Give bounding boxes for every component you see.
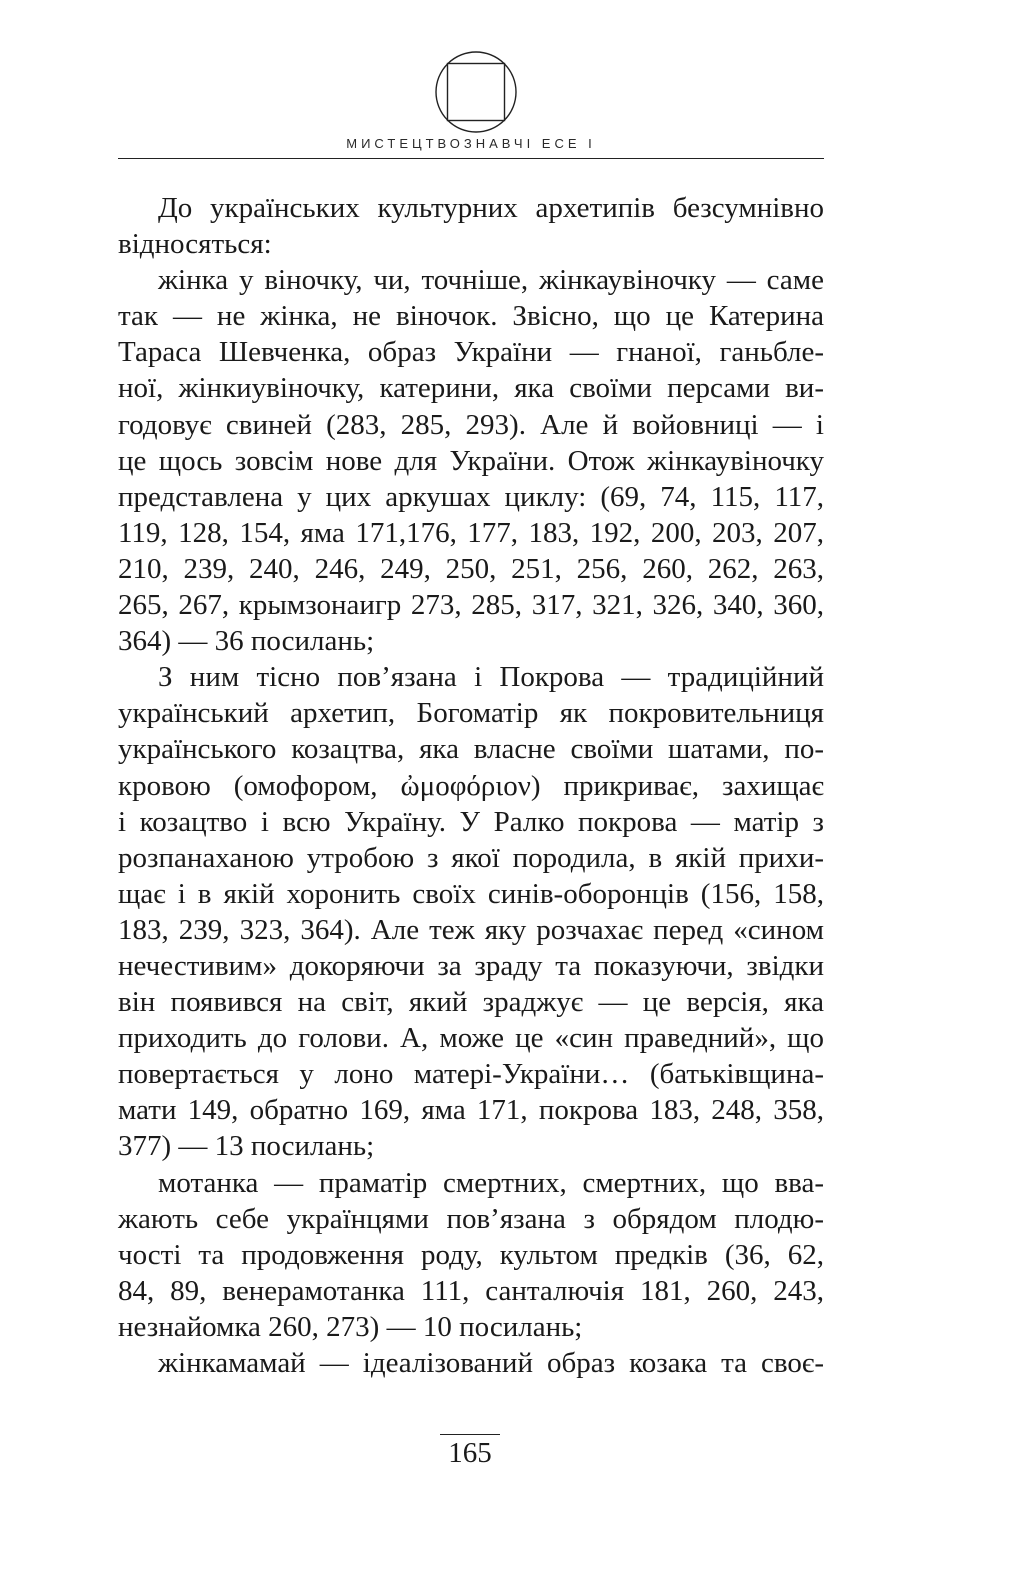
text-line: незнайомка 260, 273) — 10 посилань; bbox=[118, 1310, 583, 1343]
text-line: 265, 267, крымзонаигр 273, 285, 317, 321, 326, 340, 360, bbox=[118, 589, 824, 622]
text-line: жають себе українцями пов’язана з обрядом плодю- bbox=[118, 1202, 824, 1235]
text-line: 210, 239, 240, 246, 249, 250, 251, 256, 260, 262, 263, bbox=[118, 552, 824, 585]
text-line: 183, 239, 323, 364). Але теж яку розчахає перед «сином bbox=[118, 913, 824, 946]
text-line: ної, жінкиувіночку, катерини, яка своїми персами ви- bbox=[118, 372, 824, 405]
text-line: він появився на світ, який зраджує — це версія, яка bbox=[118, 986, 824, 1019]
page-number: 165 bbox=[440, 1434, 500, 1471]
body-text bbox=[118, 190, 824, 1381]
text-line: український архетип, Богоматір як покровительниця bbox=[118, 697, 824, 730]
text-line: До українських культурних архетипів безсумнівно bbox=[158, 192, 824, 224]
text-line: 119, 128, 154, яма 171,176, 177, 183, 192, 200, 203, 207, bbox=[118, 516, 824, 549]
text-line: мати 149, обратно 169, яма 171, покрова 183, 248, 358, bbox=[118, 1094, 824, 1127]
text-line: щає і в якій хоронить своїх синів-оборонців (156, 158, bbox=[118, 877, 824, 910]
circle-square-logo bbox=[434, 50, 518, 134]
text-line: так — не жінка, не віночок. Звісно, що це Катерина bbox=[118, 300, 824, 333]
running-head: МИСТЕЦТВОЗНАВЧІ ЕСЕ І bbox=[346, 136, 596, 151]
text-line: чості та продовження роду, культом предків (36, 62, bbox=[118, 1238, 824, 1271]
text-line: відносяться: bbox=[118, 228, 272, 261]
text-line: 84, 89, венерамотанка 111, санталючія 181, 260, 243, bbox=[118, 1274, 824, 1307]
text-line: жінка у віночку, чи, точніше, жінкаувіночку — саме bbox=[158, 264, 824, 297]
text-line: 377) — 13 посилань; bbox=[118, 1130, 375, 1163]
text-line: кровою (омофором, ὠμοφόριον) прикриває, захищає bbox=[118, 769, 824, 802]
text-line: українського козацтва, яка власне своїми шатами, по- bbox=[118, 733, 824, 766]
text-line: мотанка — праматір смертних, смертних, що вва- bbox=[158, 1166, 824, 1199]
text-line: нечестивим» докоряючи за зраду та показуючи, звідки bbox=[118, 949, 824, 982]
text-line: годовує свиней (283, 285, 293). Але й войовниці — і bbox=[118, 408, 824, 441]
text-line: це щось зовсім нове для України. Отож жінкаувіночку bbox=[118, 444, 824, 477]
text-line: і козацтво і всю Україну. У Ралко покрова — матір з bbox=[118, 805, 824, 838]
text-line: приходить до голови. А, може це «син праведний», що bbox=[118, 1022, 824, 1055]
text-line: З ним тісно пов’язана і Покрова — традиційний bbox=[158, 661, 824, 694]
text-line: Тараса Шевченка, образ України — гнаної, ганьбле- bbox=[118, 336, 824, 369]
header-rule bbox=[118, 158, 824, 159]
text-line: жінкамамай — ідеалізований образ козака та своє- bbox=[158, 1347, 824, 1379]
text-line: 364) — 36 посилань; bbox=[118, 625, 375, 658]
text-line: повертається у лоно матері-України… (батьківщина- bbox=[118, 1058, 824, 1091]
text-line: представлена у цих аркушах циклу: (69, 74, 115, 117, bbox=[118, 480, 824, 513]
text-line: розпанаханою утробою з якої породила, в якій прихи- bbox=[118, 841, 824, 874]
